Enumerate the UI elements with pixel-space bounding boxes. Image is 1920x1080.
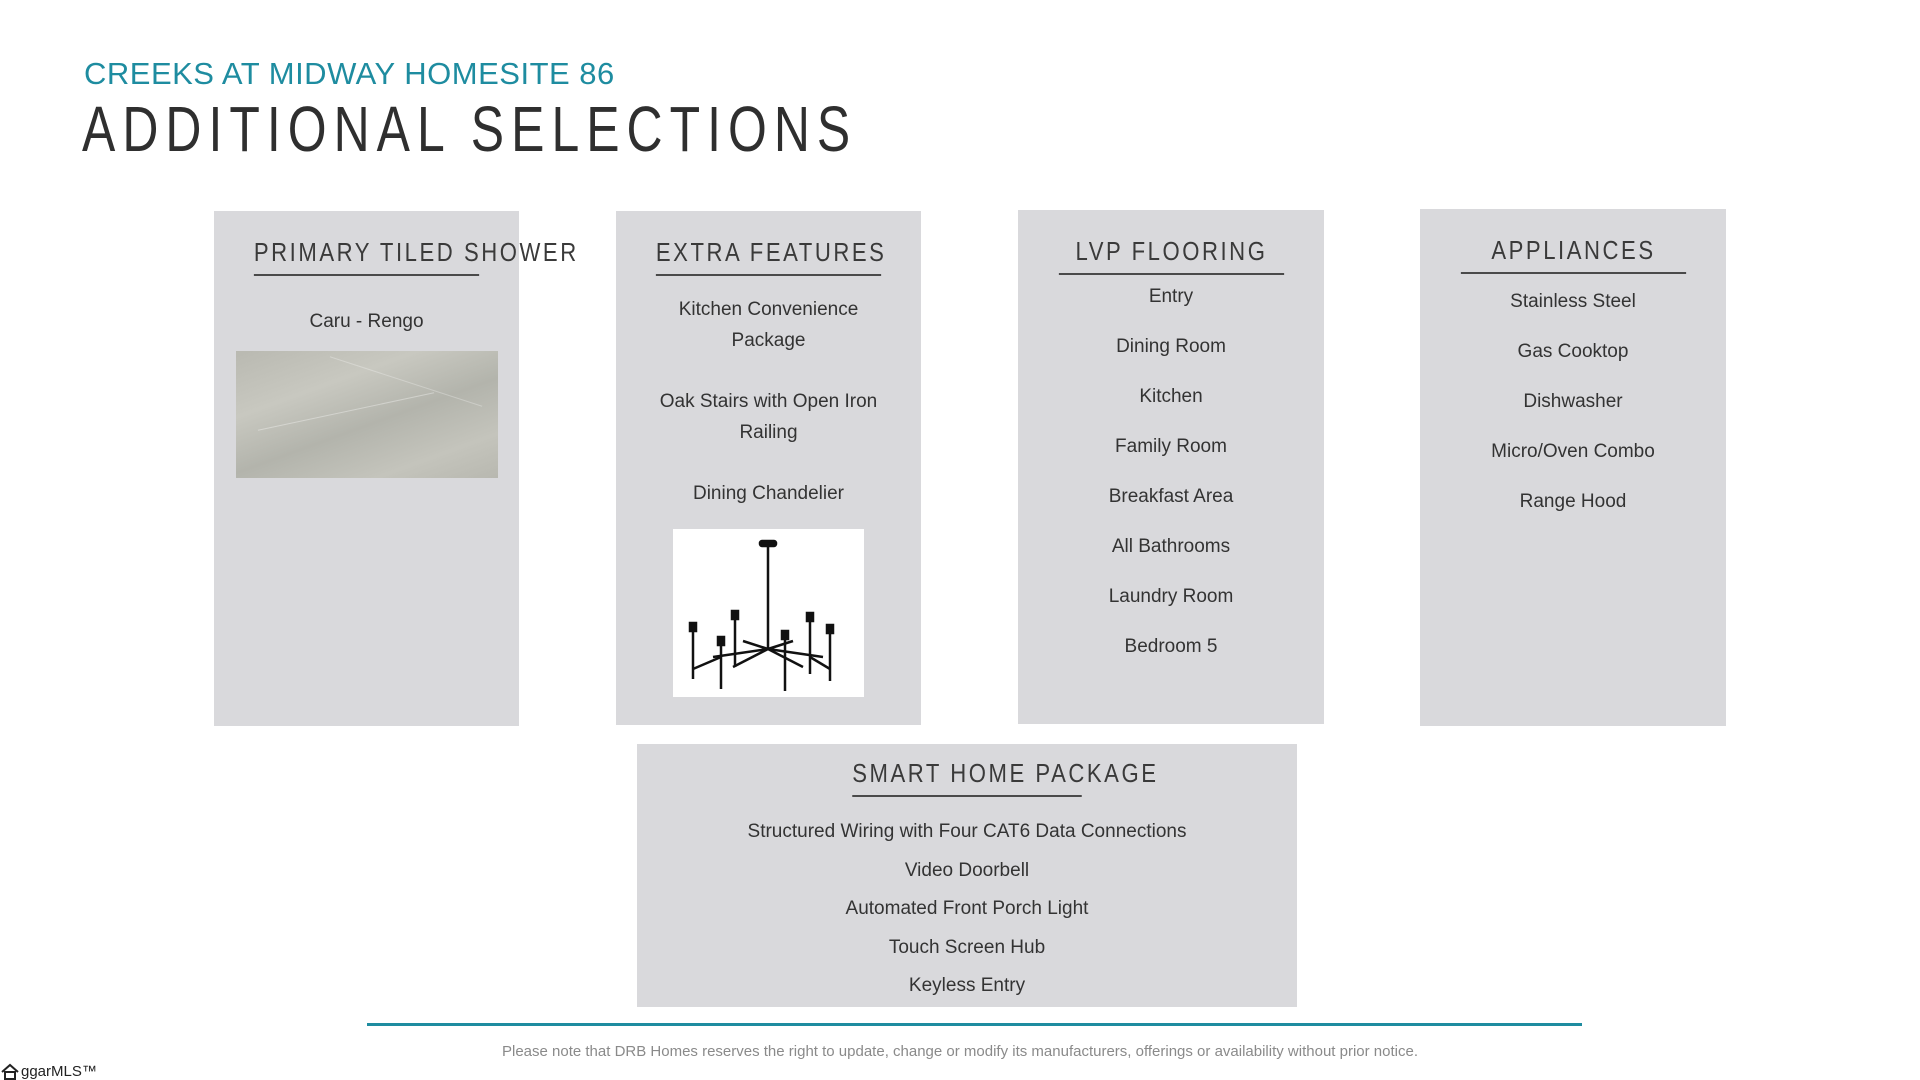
appliance-list [1420, 286, 1726, 517]
page-title: ADDITIONAL SELECTIONS [82, 93, 858, 165]
list-item: Laundry Room [1108, 586, 1234, 607]
page-subtitle: CREEKS AT MIDWAY HOMESITE 86 [84, 56, 615, 91]
disclaimer-text: Please note that DRB Homes reserves the right to update, change or modify its manufacturers, offerings or availability without prior notice. [501, 1043, 1418, 1060]
footer-divider [367, 1023, 1582, 1026]
chandelier-icon [673, 529, 864, 697]
list-item: Bedroom 5 [1124, 636, 1218, 657]
list-item: Dishwasher [1523, 391, 1623, 412]
card-lvp-flooring [1018, 210, 1324, 724]
card-heading: PRIMARY TILED SHOWER [254, 237, 479, 276]
list-item: Caru - Rengo [309, 311, 424, 332]
list-item: Entry [1148, 286, 1194, 307]
list-item: Keyless Entry [908, 975, 1026, 996]
list-item: Gas Cooktop [1517, 341, 1629, 362]
list-item: Kitchen [1139, 386, 1203, 407]
chandelier-image [673, 529, 864, 697]
card-appliances [1420, 209, 1726, 726]
list-item: Touch Screen Hub [888, 936, 1046, 958]
list-item: Range Hood [1519, 491, 1627, 512]
logo-text: ggarMLS™ [21, 1063, 97, 1080]
card-heading: SMART HOME PACKAGE [852, 758, 1082, 797]
card-heading: LVP FLOORING [1058, 236, 1283, 275]
list-item: Structured Wiring with Four CAT6 Data Connections [747, 821, 1187, 842]
list-item: Oak Stairs with Open Iron Railing [659, 391, 878, 443]
list-item: Micro/Oven Combo [1491, 441, 1655, 462]
list-item: Video Doorbell [904, 859, 1030, 881]
mls-logo [0, 1063, 97, 1080]
list-item: Kitchen Convenience Package [678, 299, 859, 351]
tile-sample-image [236, 351, 498, 478]
house-icon [0, 1063, 20, 1080]
card-heading: EXTRA FEATURES [656, 237, 881, 276]
list-item: Stainless Steel [1510, 291, 1636, 312]
list-item: Family Room [1115, 436, 1227, 457]
list-item: Dining Room [1116, 336, 1226, 357]
smart-home-list [637, 813, 1297, 1006]
card-primary-tiled-shower [214, 211, 579, 726]
card-smart-home-package [637, 744, 1297, 1007]
list-item: All Bathrooms [1111, 536, 1231, 557]
card-heading: APPLIANCES [1460, 235, 1685, 274]
list-item: Automated Front Porch Light [845, 898, 1089, 919]
card-extra-features [616, 211, 921, 725]
feature-list [616, 294, 921, 509]
list-item: Dining Chandelier [692, 483, 845, 504]
list-item: Breakfast Area [1108, 486, 1234, 507]
flooring-list [1018, 281, 1324, 662]
